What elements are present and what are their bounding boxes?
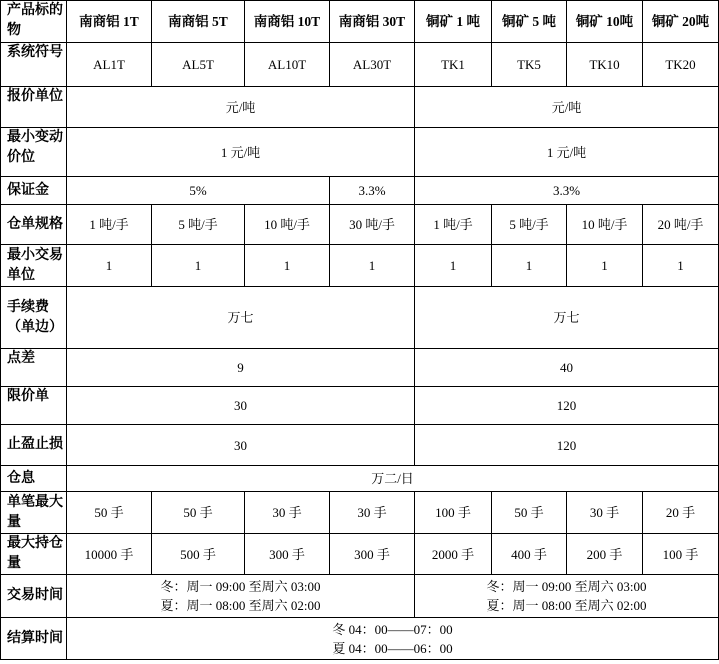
stop-row	[1, 425, 719, 466]
margin-row	[1, 177, 719, 205]
quote-unit-al: 元/吨	[67, 87, 415, 128]
contract-size-cell: 1 吨/手	[415, 205, 492, 245]
min-lot-cell: 1	[67, 245, 152, 287]
min-lot-label: 最小交易单位	[1, 245, 67, 287]
contract-size-cell: 10 吨/手	[567, 205, 643, 245]
max-position-cell: 10000 手	[67, 534, 152, 575]
symbol-row	[1, 43, 719, 87]
max-position-cell: 200 手	[567, 534, 643, 575]
contract-size-cell: 5 吨/手	[492, 205, 567, 245]
min-tick-al: 1 元/吨	[67, 128, 415, 177]
symbol-cell: AL10T	[245, 43, 330, 87]
min-lot-cell: 1	[245, 245, 330, 287]
trading-time-label: 交易时间	[1, 575, 67, 618]
max-order-cell: 50 手	[152, 492, 245, 534]
max-position-cell: 400 手	[492, 534, 567, 575]
trading-time-al	[67, 575, 415, 618]
max-order-cell: 20 手	[643, 492, 719, 534]
trading-time-tk-summer: 夏：周一 08:00 至周六 02:00	[486, 598, 647, 613]
fee-tk: 万七	[415, 287, 719, 349]
product-al10t: 南商铝 10T	[245, 1, 330, 43]
max-position-row	[1, 534, 719, 575]
storage-label: 仓息	[1, 466, 67, 492]
symbol-cell: AL1T	[67, 43, 152, 87]
min-tick-label: 最小变动价位	[1, 128, 67, 177]
min-lot-cell: 1	[415, 245, 492, 287]
contract-size-row	[1, 205, 719, 245]
max-order-row	[1, 492, 719, 534]
product-tk1: 铜矿 1 吨	[415, 1, 492, 43]
spread-label: 点差	[1, 349, 67, 387]
storage-value: 万二/日	[67, 466, 719, 492]
header-row	[1, 1, 719, 43]
max-order-cell: 50 手	[492, 492, 567, 534]
quote-unit-row	[1, 87, 719, 128]
max-order-cell: 100 手	[415, 492, 492, 534]
min-lot-cell: 1	[567, 245, 643, 287]
trading-time-row	[1, 575, 719, 618]
contract-size-label: 仓单规格	[1, 205, 67, 245]
min-tick-tk: 1 元/吨	[415, 128, 719, 177]
settlement-summer: 夏 04：00——06：00	[332, 640, 453, 656]
trading-time-al-winter: 冬：周一 09:00 至周六 03:00	[160, 579, 321, 594]
settlement-label: 结算时间	[1, 618, 67, 660]
margin-label: 保证金	[1, 177, 67, 205]
max-order-cell: 50 手	[67, 492, 152, 534]
product-al5t: 南商铝 5T	[152, 1, 245, 43]
min-tick-row	[1, 128, 719, 177]
trading-time-tk-winter: 冬：周一 09:00 至周六 03:00	[486, 579, 647, 594]
stop-label: 止盈止损	[1, 425, 67, 466]
max-position-cell: 300 手	[330, 534, 415, 575]
limit-order-label: 限价单	[1, 387, 67, 425]
max-order-cell: 30 手	[245, 492, 330, 534]
symbol-cell: TK5	[492, 43, 567, 87]
spread-tk: 40	[415, 349, 719, 387]
max-position-label: 最大持仓量	[1, 534, 67, 575]
fee-row	[1, 287, 719, 349]
header-label: 产品标的物	[1, 1, 67, 43]
min-lot-cell: 1	[492, 245, 567, 287]
limit-order-tk: 120	[415, 387, 719, 425]
max-order-label: 单笔最大量	[1, 492, 67, 534]
symbol-cell: TK10	[567, 43, 643, 87]
contract-size-cell: 10 吨/手	[245, 205, 330, 245]
product-al30t: 南商铝 30T	[330, 1, 415, 43]
settlement-winter: 冬 04：00——07：00	[332, 621, 453, 637]
fee-label: 手续费（单边）	[1, 287, 67, 349]
settlement-row	[1, 618, 719, 660]
contract-size-cell: 20 吨/手	[643, 205, 719, 245]
product-tk5: 铜矿 5 吨	[492, 1, 567, 43]
product-al1t: 南商铝 1T	[67, 1, 152, 43]
symbol-cell: AL5T	[152, 43, 245, 87]
stop-tk: 120	[415, 425, 719, 466]
symbol-cell: TK1	[415, 43, 492, 87]
min-lot-row	[1, 245, 719, 287]
max-order-cell: 30 手	[330, 492, 415, 534]
symbol-label: 系统符号	[1, 43, 67, 87]
contract-size-cell: 30 吨/手	[330, 205, 415, 245]
stop-al: 30	[67, 425, 415, 466]
min-lot-cell: 1	[330, 245, 415, 287]
limit-order-row	[1, 387, 719, 425]
limit-order-al: 30	[67, 387, 415, 425]
storage-row	[1, 466, 719, 492]
min-lot-cell: 1	[152, 245, 245, 287]
max-position-cell: 500 手	[152, 534, 245, 575]
symbol-cell: TK20	[643, 43, 719, 87]
symbol-cell: AL30T	[330, 43, 415, 87]
settlement-value	[67, 618, 719, 660]
max-position-cell: 2000 手	[415, 534, 492, 575]
max-order-cell: 30 手	[567, 492, 643, 534]
max-position-cell: 300 手	[245, 534, 330, 575]
margin-al30: 3.3%	[330, 177, 415, 205]
quote-unit-tk: 元/吨	[415, 87, 719, 128]
product-tk20: 铜矿 20吨	[643, 1, 719, 43]
contract-size-cell: 5 吨/手	[152, 205, 245, 245]
spread-row	[1, 349, 719, 387]
max-position-cell: 100 手	[643, 534, 719, 575]
spread-al: 9	[67, 349, 415, 387]
fee-al: 万七	[67, 287, 415, 349]
trading-time-al-summer: 夏：周一 08:00 至周六 02:00	[160, 598, 321, 613]
min-lot-cell: 1	[643, 245, 719, 287]
quote-unit-label: 报价单位	[1, 87, 67, 128]
trading-time-tk	[415, 575, 719, 618]
product-tk10: 铜矿 10吨	[567, 1, 643, 43]
contract-size-cell: 1 吨/手	[67, 205, 152, 245]
margin-al-small: 5%	[67, 177, 330, 205]
margin-tk: 3.3%	[415, 177, 719, 205]
